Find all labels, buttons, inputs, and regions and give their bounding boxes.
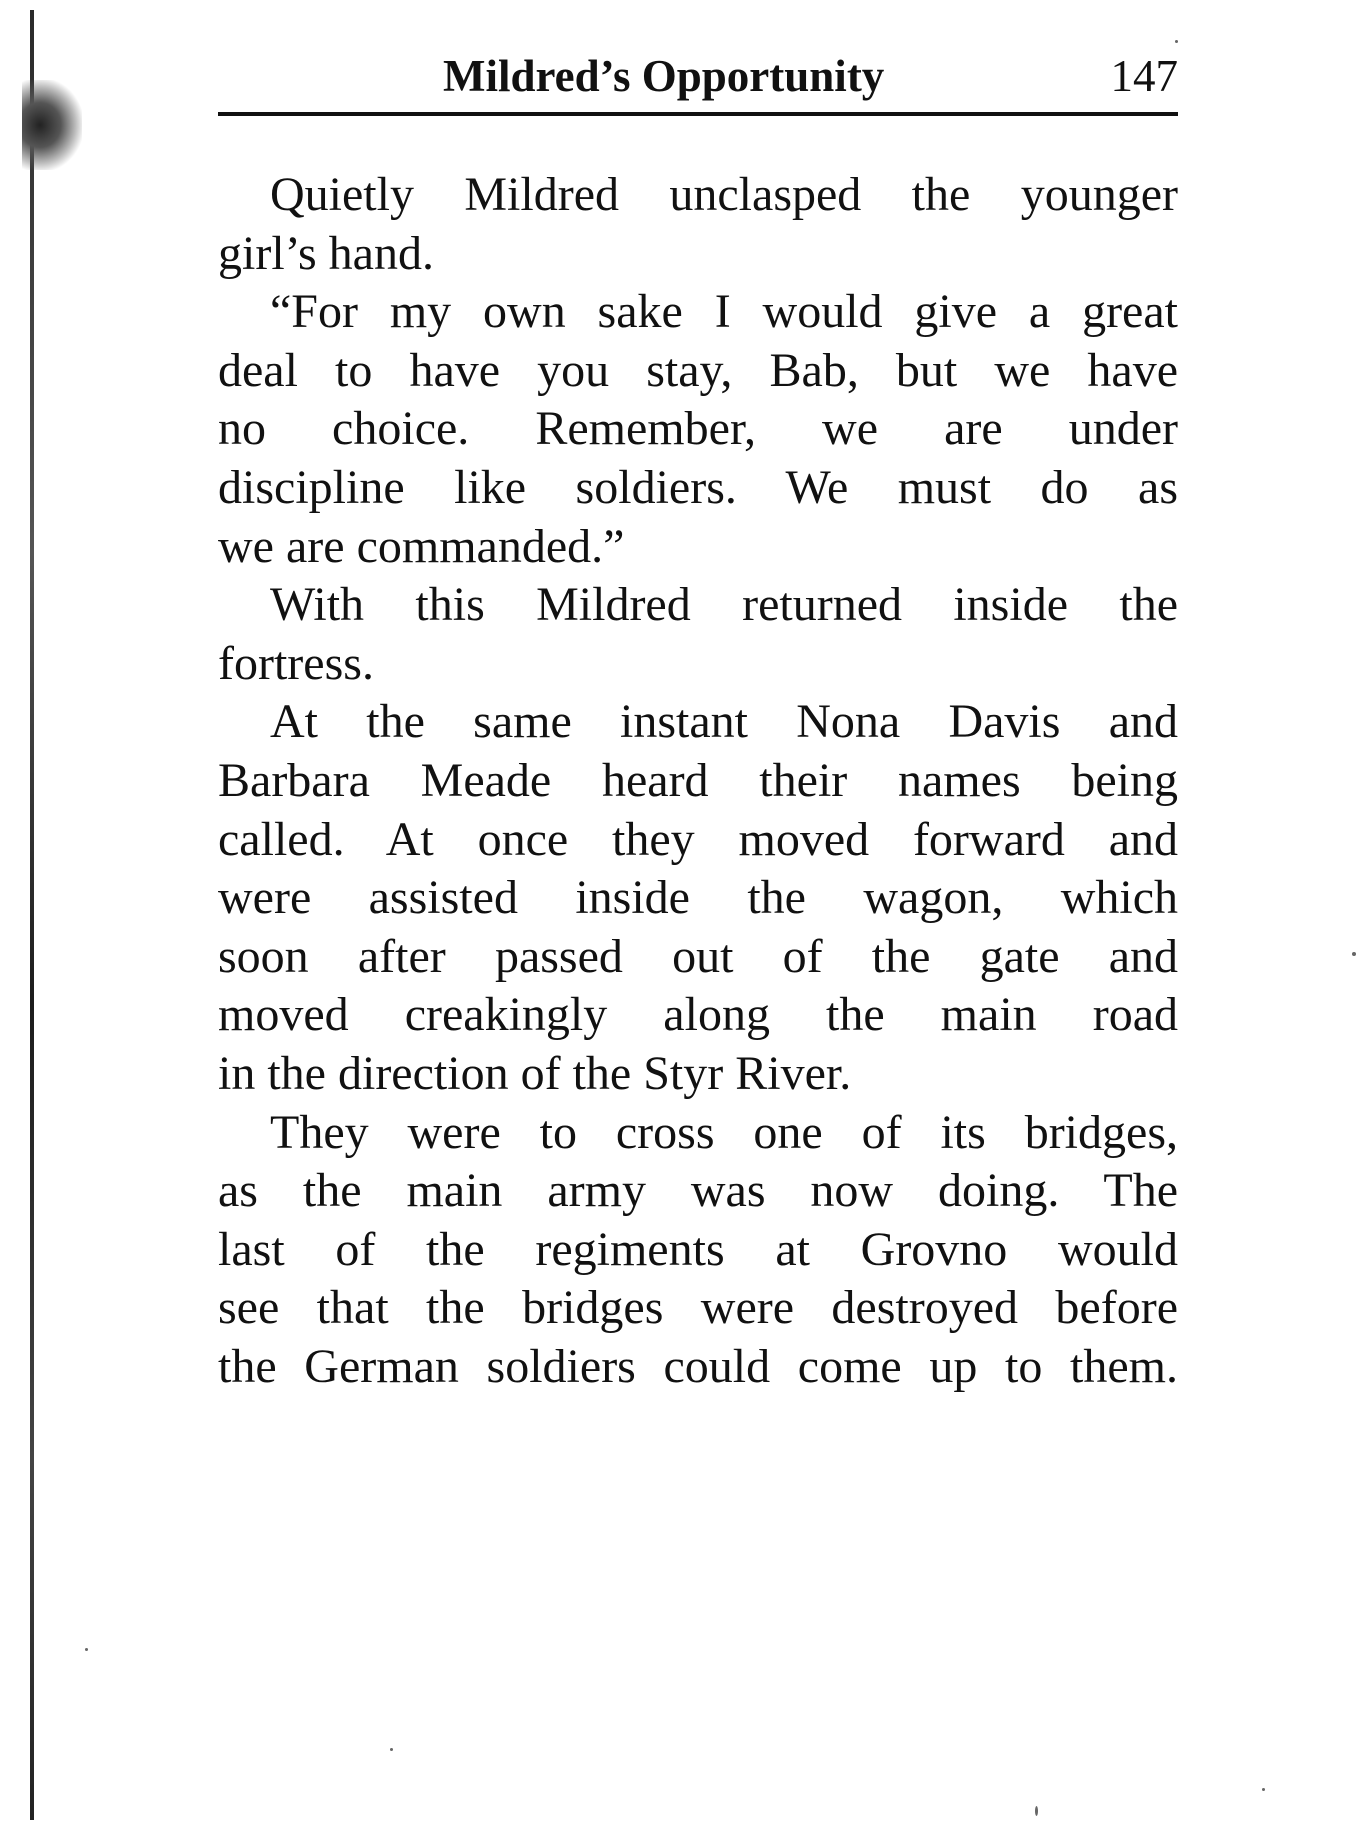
text-line: girl’s hand. [218,226,434,280]
running-title: Mildred’s Opportunity [443,51,885,101]
text-line: discipline like soldiers. We must do as [218,460,1178,514]
paragraph [218,166,1178,283]
text-line: as the main army was now doing. The [218,1164,1178,1218]
paragraph [218,283,1178,576]
text-line: we are commanded.” [218,519,625,573]
scan-speck [1035,1806,1038,1816]
text-line: last of the regiments at Grovno would [218,1222,1178,1276]
binding-edge [30,10,34,1820]
text-line: Quietly Mildred unclasped the younger [270,168,1178,221]
page-gutter-shadow [0,0,60,1830]
scan-speck [1262,1788,1265,1791]
page-header [218,40,1178,116]
text-line: in the direction of the Styr River. [218,1046,852,1100]
text-line: were assisted inside the wagon, which [218,871,1178,925]
scan-smudge [22,80,82,170]
text-line: They were to cross one of its bridges, [270,1105,1178,1159]
text-line: Barbara Meade heard their names being [218,753,1178,807]
scan-speck [1175,40,1178,43]
scan-speck [85,1648,88,1651]
text-line: deal to have you stay, Bab, but we have [218,343,1178,397]
text-line: soon after passed out of the gate and [218,929,1178,983]
text-line: see that the bridges were destroyed before [218,1281,1178,1335]
text-line: moved creakingly along the main road [218,988,1178,1042]
text-line: “For my own sake I would give a great [270,285,1178,339]
scan-speck [1352,952,1356,956]
page-number: 147 [1110,51,1178,101]
text-line: called. At once they moved forward and [218,812,1178,866]
text-line: At the same instant Nona Davis and [270,695,1178,749]
body-text [218,166,1178,1396]
text-line: no choice. Remember, we are under [218,402,1178,456]
paragraph [218,1104,1178,1397]
paragraph [218,576,1178,693]
text-line: the German soldiers could come up to them. [218,1339,1178,1393]
text-line: fortress. [218,636,374,690]
text-line: With this Mildred returned inside the [270,578,1178,632]
paragraph [218,693,1178,1103]
scan-speck [390,1748,393,1751]
